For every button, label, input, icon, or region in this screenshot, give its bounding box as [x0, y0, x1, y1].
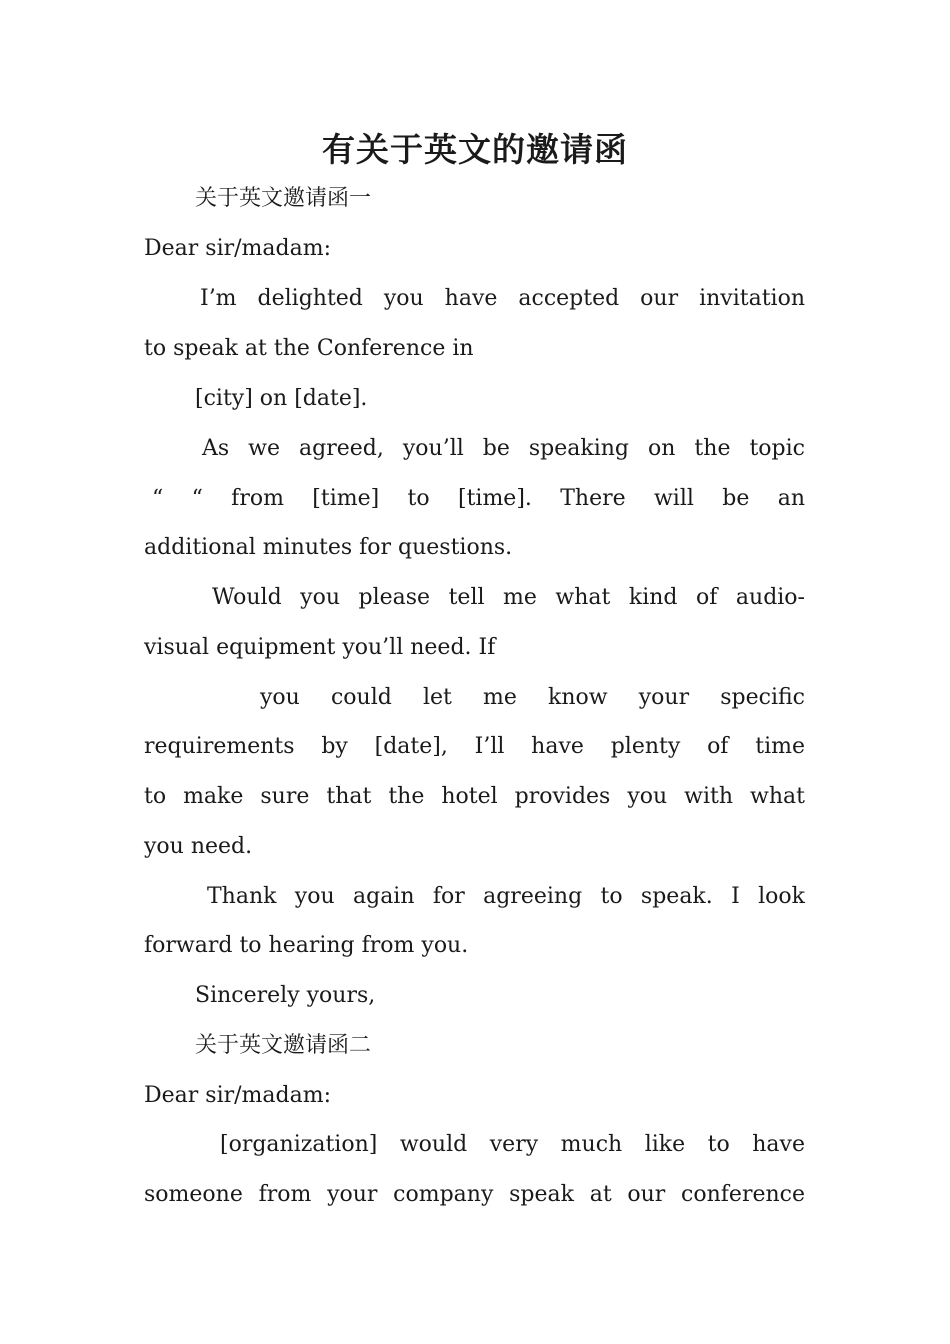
body-line: additional minutes for questions.: [144, 535, 513, 560]
body-line: visual equipment you’ll need. If: [144, 635, 496, 660]
document-title: 有关于英文的邀请函: [322, 130, 628, 169]
body-line: As we agreed, you’ll be speaking on the topic: [202, 436, 805, 461]
body-line: to speak at the Conference in: [144, 336, 474, 361]
body-line: forward to hearing from you.: [144, 933, 469, 958]
body-line: “ “ from [time] to [time]. There will be an: [152, 486, 805, 511]
section-heading-2: 关于英文邀请函二: [195, 1033, 372, 1058]
section-heading-1: 关于英文邀请函一: [195, 186, 372, 211]
body-line: you could let me know your specific: [260, 685, 805, 710]
body-line: I’m delighted you have accepted our invitation: [200, 286, 805, 311]
body-line: Would you please tell me what kind of audio-: [212, 585, 805, 610]
salutation-2: Dear sir/madam:: [144, 1083, 331, 1108]
body-line: you need.: [144, 834, 253, 859]
closing-line: Sincerely yours,: [195, 983, 376, 1008]
body-line: [organization] would very much like to have: [220, 1132, 805, 1157]
body-line: to make sure that the hotel provides you with what: [144, 784, 805, 809]
body-line: someone from your company speak at our conference: [144, 1182, 805, 1207]
body-line: requirements by [date], I’ll have plenty of time: [144, 734, 805, 759]
body-line: Thank you again for agreeing to speak. I look: [207, 884, 805, 909]
salutation-1: Dear sir/madam:: [144, 236, 331, 261]
body-line: [city] on [date].: [195, 386, 368, 411]
